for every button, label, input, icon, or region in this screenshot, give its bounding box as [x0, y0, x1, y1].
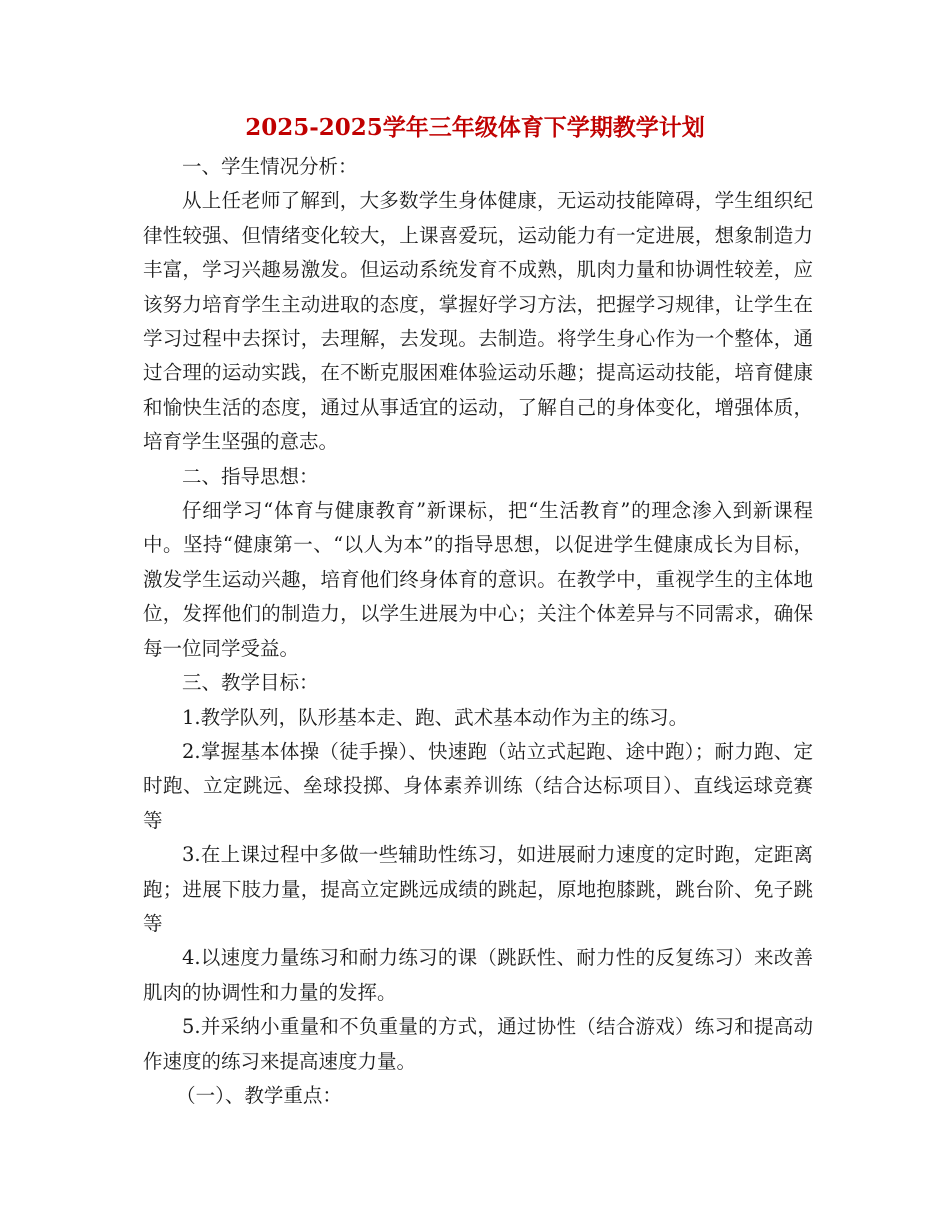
section-heading-teaching-goals: 三、教学目标： [182, 671, 319, 695]
paragraph-guiding-thought: 仔细学习“体育与健康教育”新课标，把“生活教育”的理念渗入到新课程中。坚持“健康第一、“以人为本”的指导思想，以促进学生健康成长为目标，激发学生运动兴趣，培育他们终身体育的意识。在教学中，重视学生的主体地位，发挥他们的制造力，以学生进展为中心；关注个体差异与不同需求，确保每一位同学受益。 [143, 499, 813, 660]
goal-item-1: 1.教学队列，队形基本走、跑、武术基本动作为主的练习。 [182, 705, 689, 729]
section-heading-guiding-thought: 二、指导思想： [182, 464, 319, 488]
document-title: 2025-2025学年三年级体育下学期教学计划 [245, 114, 705, 141]
paragraph-student-analysis: 从上任老师了解到，大多数学生身体健康，无运动技能障碍，学生组织纪律性较强、但情绪变化较大，上课喜爱玩，运动能力有一定进展，想象制造力丰富，学习兴趣易激发。但运动系统发育不成熟，肌肉力量和协调性较差，应该努力培育学生主动进取的态度，掌握好学习方法，把握学习规律，让学生在学习过程中去探讨，去理解，去发现。去制造。将学生身心作为一个整体，通过合理的运动实践，在不断克服困难体验运动乐趣；提高运动技能，培育健康和愉快生活的态度，通过从事适宜的运动，了解自己的身体变化，增强体质，培育学生坚强的意志。 [143, 189, 813, 454]
goal-item-5: 5.并采纳小重量和不负重量的方式，通过协性（结合游戏）练习和提高动作速度的练习来提高速度力量。 [143, 1015, 813, 1073]
goal-item-4: 4.以速度力量练习和耐力练习的课（跳跃性、耐力性的反复练习）来改善肌肉的协调性和力量的发挥。 [143, 946, 813, 1004]
section-heading-student-analysis: 一、学生情况分析： [182, 155, 358, 178]
goal-item-2: 2.掌握基本体操（徒手操）、快速跑（站立式起跑、途中跑）；耐力跑、定时跑、立定跳远、垒球投掷、身体素养训练（结合达标项目）、直线运球竞赛等 [143, 739, 813, 832]
document-body [143, 150, 813, 1113]
subsection-heading-teaching-focus: （一）、教学重点： [176, 1083, 342, 1107]
goal-item-3: 3.在上课过程中多做一些辅助性练习，如进展耐力速度的定时跑，定距离跑；进展下肢力量，提高立定跳远成绩的跳起，原地抱膝跳，跳台阶、免子跳等 [143, 843, 813, 935]
